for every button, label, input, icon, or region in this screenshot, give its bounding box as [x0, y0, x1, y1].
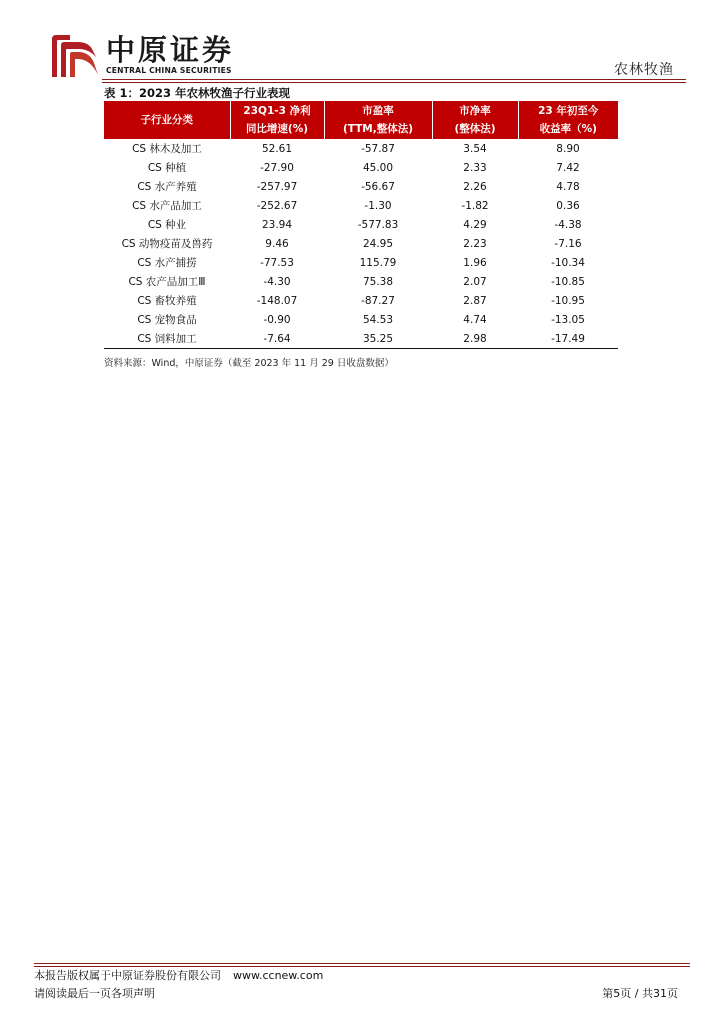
header-pb-ratio	[432, 101, 518, 139]
cell-pb-ratio: -1.82	[461, 199, 489, 212]
table-source-note: 资料来源：Wind，中原证券（截至 2023 年 11 月 29 日收盘数据）	[104, 358, 394, 369]
cell-ytd-return: 4.78	[556, 180, 580, 193]
cell-sub-industry: CS 宠物食品	[137, 313, 197, 326]
cell-pe-ratio: 54.53	[362, 313, 394, 326]
cell-net-profit-growth: -7.64	[230, 329, 324, 349]
cell-net-profit-growth: -4.30	[263, 275, 291, 288]
table-row	[104, 253, 618, 272]
header-line2: 收益率（%)	[539, 123, 597, 135]
company-logo	[48, 33, 268, 78]
cell-pb-ratio: 2.26	[463, 180, 487, 193]
cell-pe-ratio: -57.87	[361, 142, 395, 155]
cell-sub-industry: CS 农产品加工Ⅲ	[128, 275, 206, 288]
cell-sub-industry: CS 动物疫苗及兽药	[121, 237, 213, 250]
header-sub-industry	[104, 101, 230, 139]
cell-sub-industry: CS 饲料加工	[104, 329, 230, 349]
table-row	[104, 234, 618, 253]
brand-name-cn: 中原证券	[106, 33, 235, 67]
cell-net-profit-growth: -0.90	[263, 313, 291, 326]
table-header-row	[104, 101, 618, 139]
cell-ytd-return: -10.85	[551, 275, 585, 288]
cell-pe-ratio: -577.83	[357, 218, 399, 231]
cell-pb-ratio: 3.54	[463, 142, 487, 155]
cell-ytd-return: 0.36	[556, 199, 580, 212]
cell-pb-ratio: 4.29	[463, 218, 487, 231]
header-line1: 市盈率	[362, 105, 394, 117]
header-line1: 子行业分类	[140, 114, 193, 126]
cell-pe-ratio: 45.00	[362, 161, 394, 174]
header-line1: 23Q1-3 净利	[243, 105, 311, 117]
cell-ytd-return: -7.16	[554, 237, 582, 250]
footer-website-link[interactable]: www.ccnew.com	[233, 969, 324, 982]
footer-copyright-line	[34, 967, 323, 983]
cell-sub-industry: CS 水产捕捞	[137, 256, 197, 269]
cell-net-profit-growth: 23.94	[261, 218, 293, 231]
header-pe-ratio	[324, 101, 432, 139]
cell-pb-ratio: 2.87	[463, 294, 487, 307]
table-row	[104, 272, 618, 291]
cell-sub-industry: CS 林木及加工	[132, 142, 202, 155]
header-line2: (整体法)	[454, 123, 496, 135]
cell-net-profit-growth: -77.53	[260, 256, 294, 269]
table-row	[104, 177, 618, 196]
cell-ytd-return: -13.05	[551, 313, 585, 326]
cell-net-profit-growth: -148.07	[256, 294, 298, 307]
cell-pb-ratio: 2.33	[463, 161, 487, 174]
table-row	[104, 158, 618, 177]
header-line2: 同比增速(%)	[245, 123, 309, 135]
cell-sub-industry: CS 水产养殖	[137, 180, 197, 193]
footer-divider	[34, 963, 690, 964]
cell-pb-ratio: 2.07	[463, 275, 487, 288]
table-row	[104, 310, 618, 329]
table-row	[104, 215, 618, 234]
cell-pe-ratio: -87.27	[361, 294, 395, 307]
table-row	[104, 291, 618, 310]
header-divider-secondary	[102, 82, 686, 83]
brand-name-en: CENTRAL CHINA SECURITIES	[106, 66, 232, 75]
sub-industry-performance-table	[104, 101, 618, 349]
cell-ytd-return: -4.38	[554, 218, 582, 231]
header-divider	[102, 79, 686, 80]
cell-pe-ratio: 24.95	[362, 237, 394, 250]
page-header	[0, 0, 724, 80]
cell-sub-industry: CS 种业	[147, 218, 187, 231]
page-number: 第5页 / 共31页	[602, 987, 678, 1000]
footer-copyright: 本报告版权属于中原证券股份有限公司	[34, 969, 221, 982]
header-line1: 市净率	[459, 105, 491, 117]
footer-disclaimer: 请阅读最后一页各项声明	[34, 987, 155, 1000]
table-row	[104, 139, 618, 158]
table-row	[104, 196, 618, 215]
cell-pb-ratio: 1.96	[463, 256, 487, 269]
header-net-profit-growth	[230, 101, 324, 139]
cell-net-profit-growth: 52.61	[261, 142, 293, 155]
table-row	[104, 329, 618, 349]
cell-pe-ratio: -1.30	[364, 199, 392, 212]
cell-sub-industry: CS 种植	[147, 161, 187, 174]
cell-sub-industry: CS 水产品加工	[132, 199, 202, 212]
cell-pb-ratio: 4.74	[463, 313, 487, 326]
cell-net-profit-growth: 9.46	[265, 237, 289, 250]
cell-ytd-return: -17.49	[518, 329, 618, 349]
cell-pe-ratio: 115.79	[359, 256, 397, 269]
section-name: 农林牧渔	[614, 62, 674, 78]
cell-pe-ratio: -56.67	[361, 180, 395, 193]
cell-ytd-return: -10.95	[551, 294, 585, 307]
logo-mark-icon	[48, 33, 100, 77]
cell-net-profit-growth: -252.67	[256, 199, 298, 212]
cell-net-profit-growth: -27.90	[260, 161, 294, 174]
table-title: 表 1：2023 年农林牧渔子行业表现	[104, 86, 291, 100]
cell-sub-industry: CS 畜牧养殖	[137, 294, 197, 307]
header-ytd-return	[518, 101, 618, 139]
header-line2: (TTM,整体法)	[342, 123, 414, 135]
cell-pe-ratio: 75.38	[362, 275, 394, 288]
cell-pe-ratio: 35.25	[324, 329, 432, 349]
cell-ytd-return: 8.90	[556, 142, 580, 155]
cell-pb-ratio: 2.23	[463, 237, 487, 250]
cell-pb-ratio: 2.98	[432, 329, 518, 349]
cell-net-profit-growth: -257.97	[256, 180, 298, 193]
cell-ytd-return: -10.34	[551, 256, 585, 269]
cell-ytd-return: 7.42	[556, 161, 580, 174]
header-line1: 23 年初至今	[538, 105, 599, 117]
